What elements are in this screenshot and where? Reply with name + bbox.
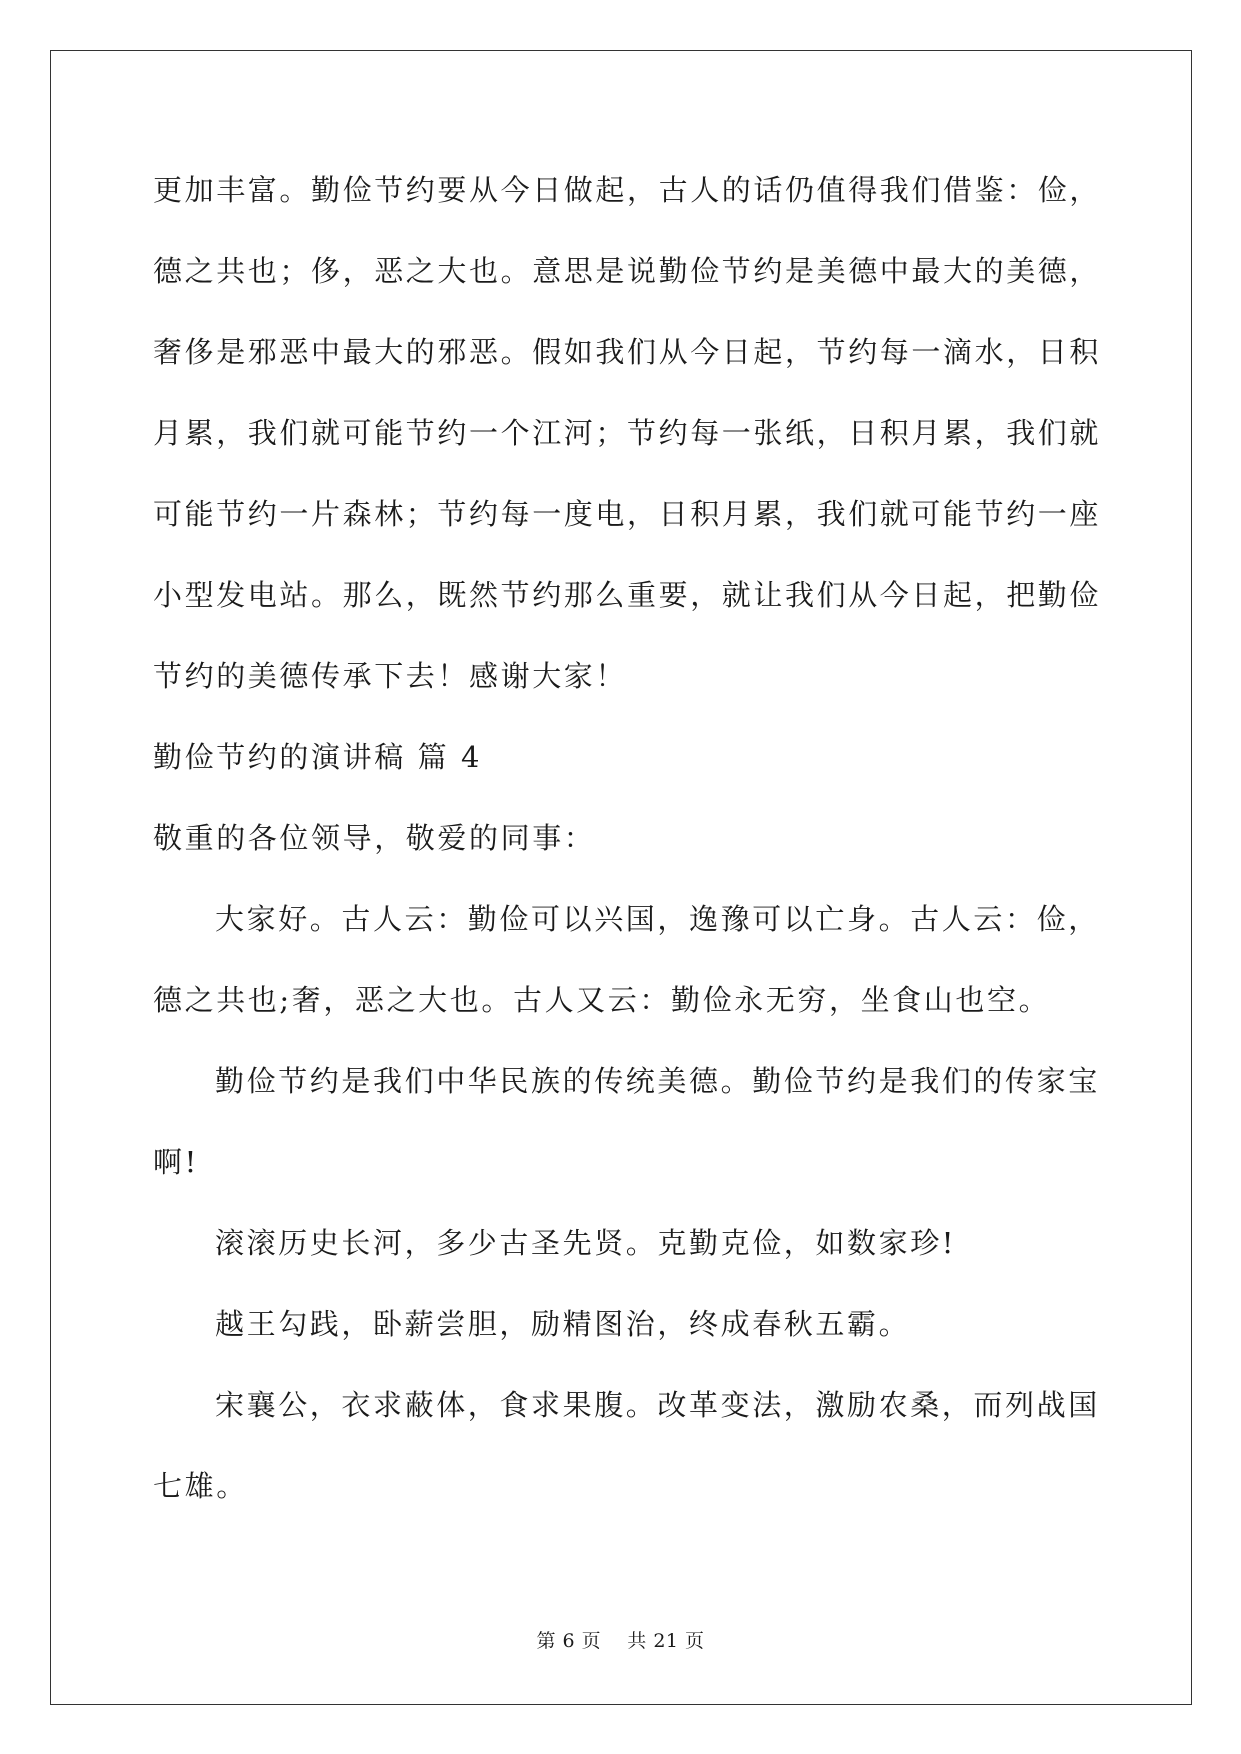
- body-line-7: 节约的美德传承下去！感谢大家！: [153, 659, 628, 693]
- body-line-10: 大家好。古人云：勤俭可以兴国，逸豫可以亡身。古人云：俭，: [215, 902, 1100, 936]
- salutation: 敬重的各位领导，敬爱的同事：: [153, 821, 596, 855]
- body-line-16: 宋襄公，衣求蔽体，食求果腹。改革变法，激励农桑，而列战国: [215, 1388, 1100, 1422]
- section-heading: 勤俭节约的演讲稿 篇 4: [153, 740, 483, 774]
- body-line-1: 更加丰富。勤俭节约要从今日做起，古人的话仍值得我们借鉴：俭，: [153, 173, 1102, 207]
- body-line-17: 七雄。: [153, 1469, 248, 1503]
- body-line-14: 滚滚历史长河，多少古圣先贤。克勤克俭，如数家珍!: [215, 1226, 957, 1260]
- body-line-4: 月累，我们就可能节约一个江河；节约每一张纸，日积月累，我们就: [153, 416, 1102, 450]
- page-border: [50, 50, 1192, 1705]
- body-line-2: 德之共也；侈，恶之大也。意思是说勤俭节约是美德中最大的美德，: [153, 254, 1102, 288]
- body-line-12: 勤俭节约是我们中华民族的传统美德。勤俭节约是我们的传家宝: [215, 1064, 1100, 1098]
- page-number: 第 6 页 共 21 页: [536, 1630, 705, 1652]
- body-line-5: 可能节约一片森林；节约每一度电，日积月累，我们就可能节约一座: [153, 497, 1102, 531]
- body-line-11: 德之共也;奢，恶之大也。古人又云：勤俭永无穷，坐食山也空。: [153, 983, 1051, 1017]
- body-line-13: 啊!: [153, 1145, 199, 1179]
- body-line-3: 奢侈是邪恶中最大的邪恶。假如我们从今日起，节约每一滴水，日积: [153, 335, 1102, 369]
- body-line-6: 小型发电站。那么，既然节约那么重要，就让我们从今日起，把勤俭: [153, 578, 1102, 612]
- body-line-15: 越王勾践，卧薪尝胆，励精图治，终成春秋五霸。: [215, 1307, 911, 1341]
